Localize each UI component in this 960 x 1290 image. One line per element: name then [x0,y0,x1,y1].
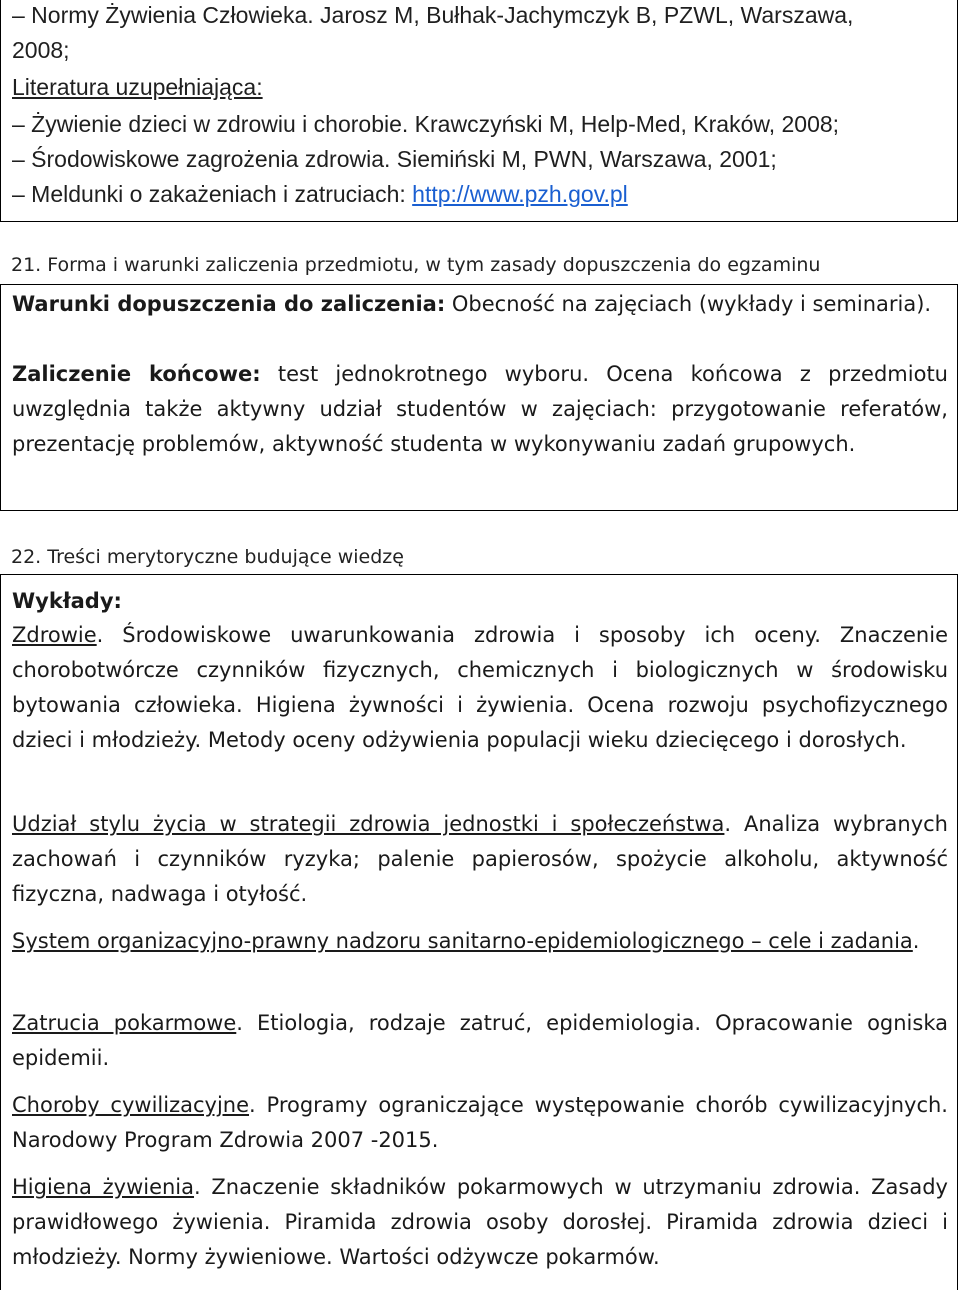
topic-title: Higiena żywienia [12,1175,195,1199]
topic-title: System organizacyjno-prawny nadzoru sanitarno-epidemiologicznego – cele i zadania [12,929,913,953]
literature-item-text: – Meldunki o zakażeniach i zatruciach: [12,181,413,207]
literature-item: – Normy Żywienia Człowieka. Jarosz M, Bułhak-Jachymczyk B, PZWL, Warszawa, [12,2,854,28]
section-21-heading: 21. Forma i warunki zaliczenia przedmiotu, w tym zasady dopuszczenia do egzaminu [11,254,821,276]
topic-text: . Analiza wybranych zachowań i czynników ryzyka; palenie papierosów, spożycie alkoholu, aktywność fizyczna, nadwaga i otyłość. [12,812,948,906]
content-box [0,574,958,1290]
final-text: test jednokrotnego wyboru. Ocena końcowa z przedmiotu uwzględnia także aktywny udział studentów w zajęciach: przygotowanie referatów, prezentację problemów, aktywność studenta w wykonywaniu zadań grupowych. [12,362,948,456]
literature-item: – Środowiskowe zagrożenia zdrowia. Siemiński M, PWN, Warszawa, 2001; [12,146,777,172]
final-assessment [12,357,948,462]
topic-text: . Środowiskowe uwarunkowania zdrowia i sposoby ich oceny. Znaczenie chorobotwórcze czynników fizycznych, chemicznych i biologicznych w środowisku bytowania człowieka. Higiena żywności i żywienia. Ocena rozwoju psychofizycznego dzieci i młodzieży. Metody oceny odżywienia populacji wieku dziecięcego i dorosłych. [12,623,948,752]
final-label: Zaliczenie końcowe: [12,362,261,386]
supplementary-literature-heading: Literatura uzupełniająca: [12,74,263,100]
pzh-link[interactable]: http://www.pzh.gov.pl [412,181,628,207]
topic-paragraph [12,924,948,959]
literature-item: – Żywienie dzieci w zdrowiu i chorobie. Krawczyński M, Help-Med, Kraków, 2008; [12,111,840,137]
literature-item-continued: 2008; [12,37,70,63]
topic-text: . Etiologia, rodzaje zatruć, epidemiologia. Opracowanie ogniska epidemii. [12,1011,948,1070]
admission-conditions [12,287,948,322]
topic-paragraph [12,1170,948,1275]
admission-text: Obecność na zajęciach (wykłady i seminaria). [445,292,932,316]
topic-title: Zatrucia pokarmowe [12,1011,237,1035]
admission-label: Warunki dopuszczenia do zaliczenia: [12,292,446,316]
topic-text: . Znaczenie składników pokarmowych w utrzymaniu zdrowia. Zasady prawidłowego żywienia. Piramida zdrowia osoby dorosłej. Piramida zdrowia dzieci i młodzieży. Normy żywieniowe. Wartości odżywcze pokarmów. [12,1175,948,1269]
topic-title: Choroby cywilizacyjne [12,1093,250,1117]
topic-title: Udział stylu życia w strategii zdrowia jednostki i społeczeństwa [12,812,725,836]
topic-title: Zdrowie [12,623,97,647]
literature-box [0,0,958,222]
topic-text: . Programy ograniczające występowanie chorób cywilizacyjnych. Narodowy Program Zdrowia 2007 -2015. [12,1093,948,1152]
literature-item [12,181,628,208]
assessment-box [0,284,958,511]
section-22-heading: 22. Treści merytoryczne budujące wiedzę [11,546,404,568]
topic-paragraph [12,807,948,912]
lectures-label: Wykłady: [12,589,122,613]
topic-paragraph [12,1088,948,1158]
topic-text: . [912,929,920,953]
topic-paragraph [12,618,948,758]
topic-paragraph [12,1006,948,1076]
